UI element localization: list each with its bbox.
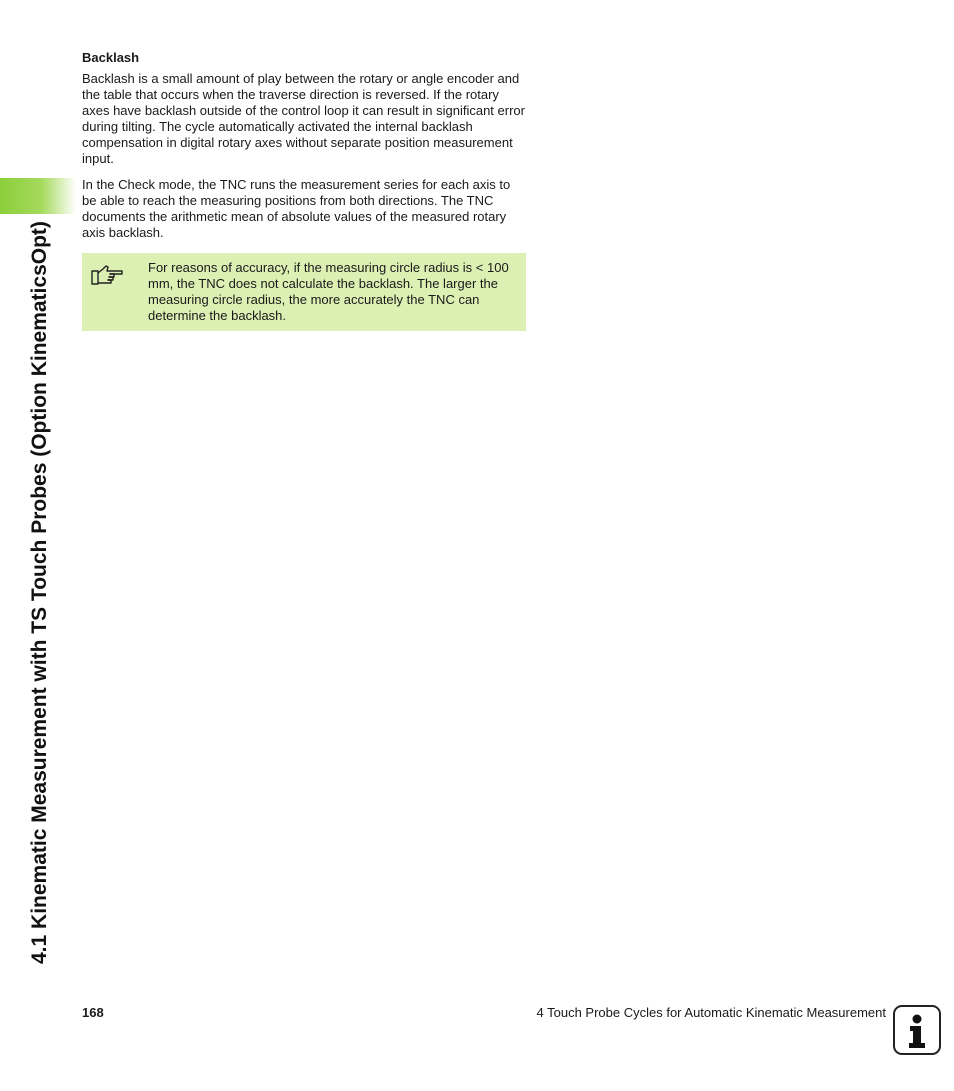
info-icon[interactable] <box>893 1005 941 1055</box>
chapter-side-title: 4.1 Kinematic Measurement with TS Touch Probes (Option KinematicsOpt) <box>28 221 51 964</box>
footer-chapter-label: 4 Touch Probe Cycles for Automatic Kinematic Measurement <box>536 1005 886 1020</box>
section-heading: Backlash <box>82 50 140 65</box>
note-box <box>82 253 526 331</box>
pointing-hand-icon <box>90 263 124 289</box>
main-content <box>82 50 526 251</box>
paragraph-check-mode: In the Check mode, the TNC runs the measurement series for each axis to be able to reach the measuring positions from both directions. The TNC documents the arithmetic mean of absolute values of the measured rotary axis backlash. <box>82 177 511 240</box>
page-number: 168 <box>82 1005 104 1020</box>
paragraph-backlash-definition: Backlash is a small amount of play between the rotary or angle encoder and the table that occurs when the traverse direction is reversed. If the rotary axes have backlash outside of the control loop it can result in significant error during tilting. The cycle automatically activated the internal backlash compensation in digital rotary axes without separate position measurement input. <box>82 71 525 166</box>
note-text: For reasons of accuracy, if the measuring circle radius is < 100 mm, the TNC does not calculate the backlash. The larger the measuring circle radius, the more accurately the TNC can determine the backlash. <box>148 260 509 323</box>
chapter-tab-marker <box>0 178 76 214</box>
info-glyph-icon <box>895 1007 939 1053</box>
